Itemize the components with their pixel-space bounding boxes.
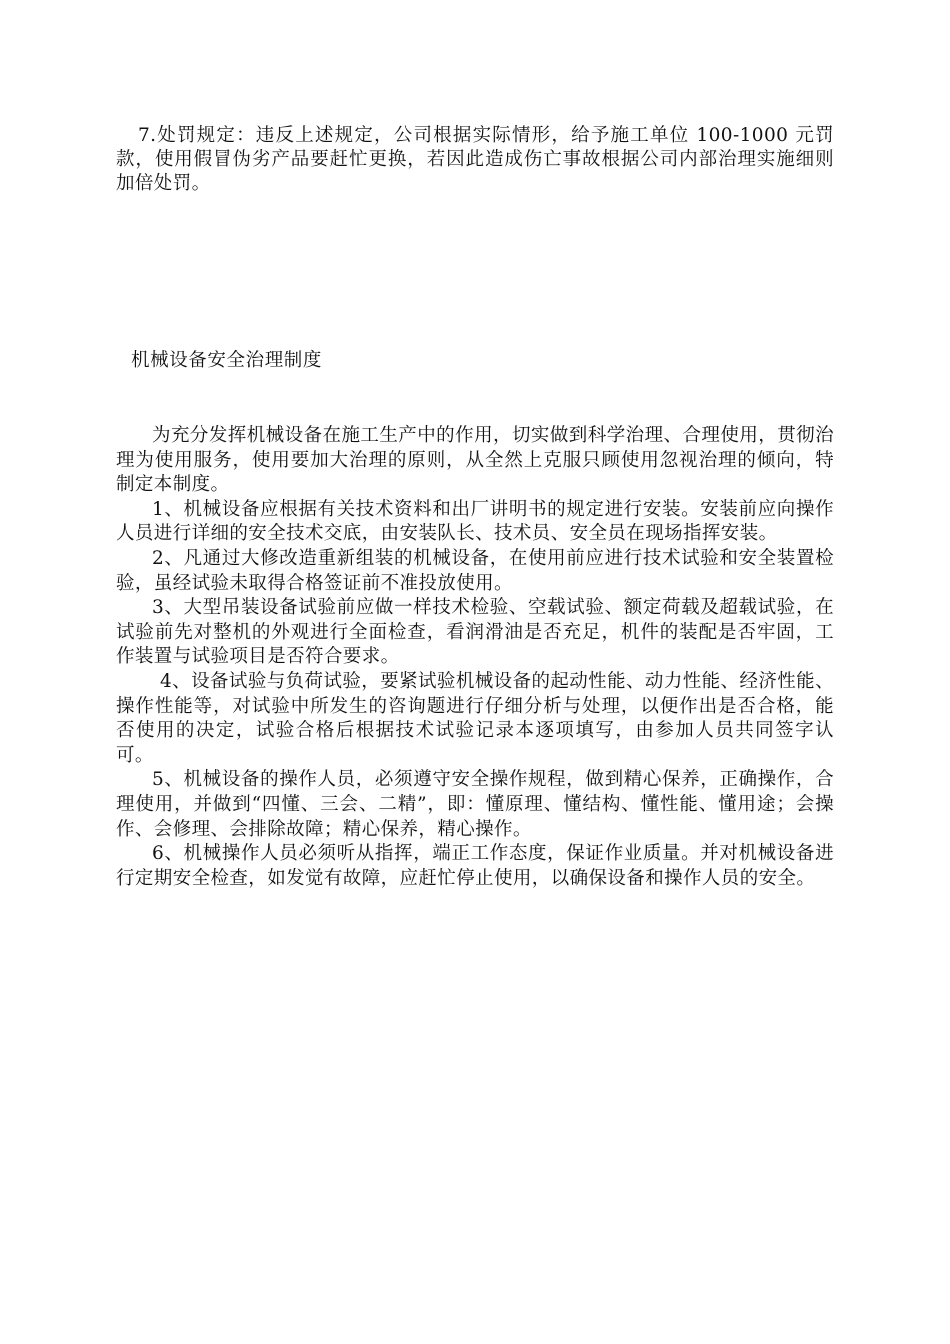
regulation-item-6: 6、机械操作人员必须听从指挥，端正工作态度，保证作业质量。并对机械设备进行定期安全检查，如发觉有故障，应赶忙停止使用，以确保设备和操作人员的安全。 (116, 843, 834, 889)
regulation-item-2: 2、凡通过大修改造重新组装的机械设备，在使用前应进行技术试验和安全装置检验，虽经试验未取得合格签证前不准投放使用。 (116, 547, 834, 594)
regulation-item-4: 4、设备试验与负荷试验，要紧试验机械设备的起动性能、动力性能、经济性能、操作性能等，对试验中所发生的咨询题进行仔细分析与处理，以便作出是否合格，能否使用的决定，试验合格后根据技术试验记录本逐项填写，由参加人员共同签字认可。 (116, 670, 834, 766)
penalty-paragraph: 7.处罚规定：违反上述规定，公司根据实际情形，给予施工单位 100-1000 元罚款，使用假冒伪劣产品要赶忙更换，若因此造成伤亡事故根据公司内部治理实施细则加倍处罚。 (116, 125, 834, 194)
section-title: 机械设备安全治理制度 (131, 350, 323, 371)
regulation-item-1: 1、机械设备应根据有关技术资料和出厂讲明书的规定进行安装。安装前应向操作人员进行详细的安全技术交底，由安装队长、技术员、安全员在现场指挥安装。 (116, 498, 834, 545)
regulation-body (116, 424, 834, 891)
intro-paragraph: 为充分发挥机械设备在施工生产中的作用，切实做到科学治理、合理使用，贯彻治理为使用服务，使用要加大治理的原则，从全然上克服只顾使用忽视治理的倾向，特制定本制度。 (116, 425, 834, 496)
regulation-item-5: 5、机械设备的操作人员，必须遵守安全操作规程，做到精心保养，正确操作，合理使用，并做到“四懂、三会、二精”，即：懂原理、懂结构、懂性能、懂用途；会操作、会修理、会排除故障；精心保养，精心操作。 (116, 769, 834, 840)
regulation-item-3: 3、大型吊装设备试验前应做一样技术检验、空载试验、额定荷载及超载试验，在试验前先对整机的外观进行全面检查，看润滑油是否充足，机件的装配是否牢固，工作装置与试验项目是否符合要求。 (116, 597, 834, 668)
